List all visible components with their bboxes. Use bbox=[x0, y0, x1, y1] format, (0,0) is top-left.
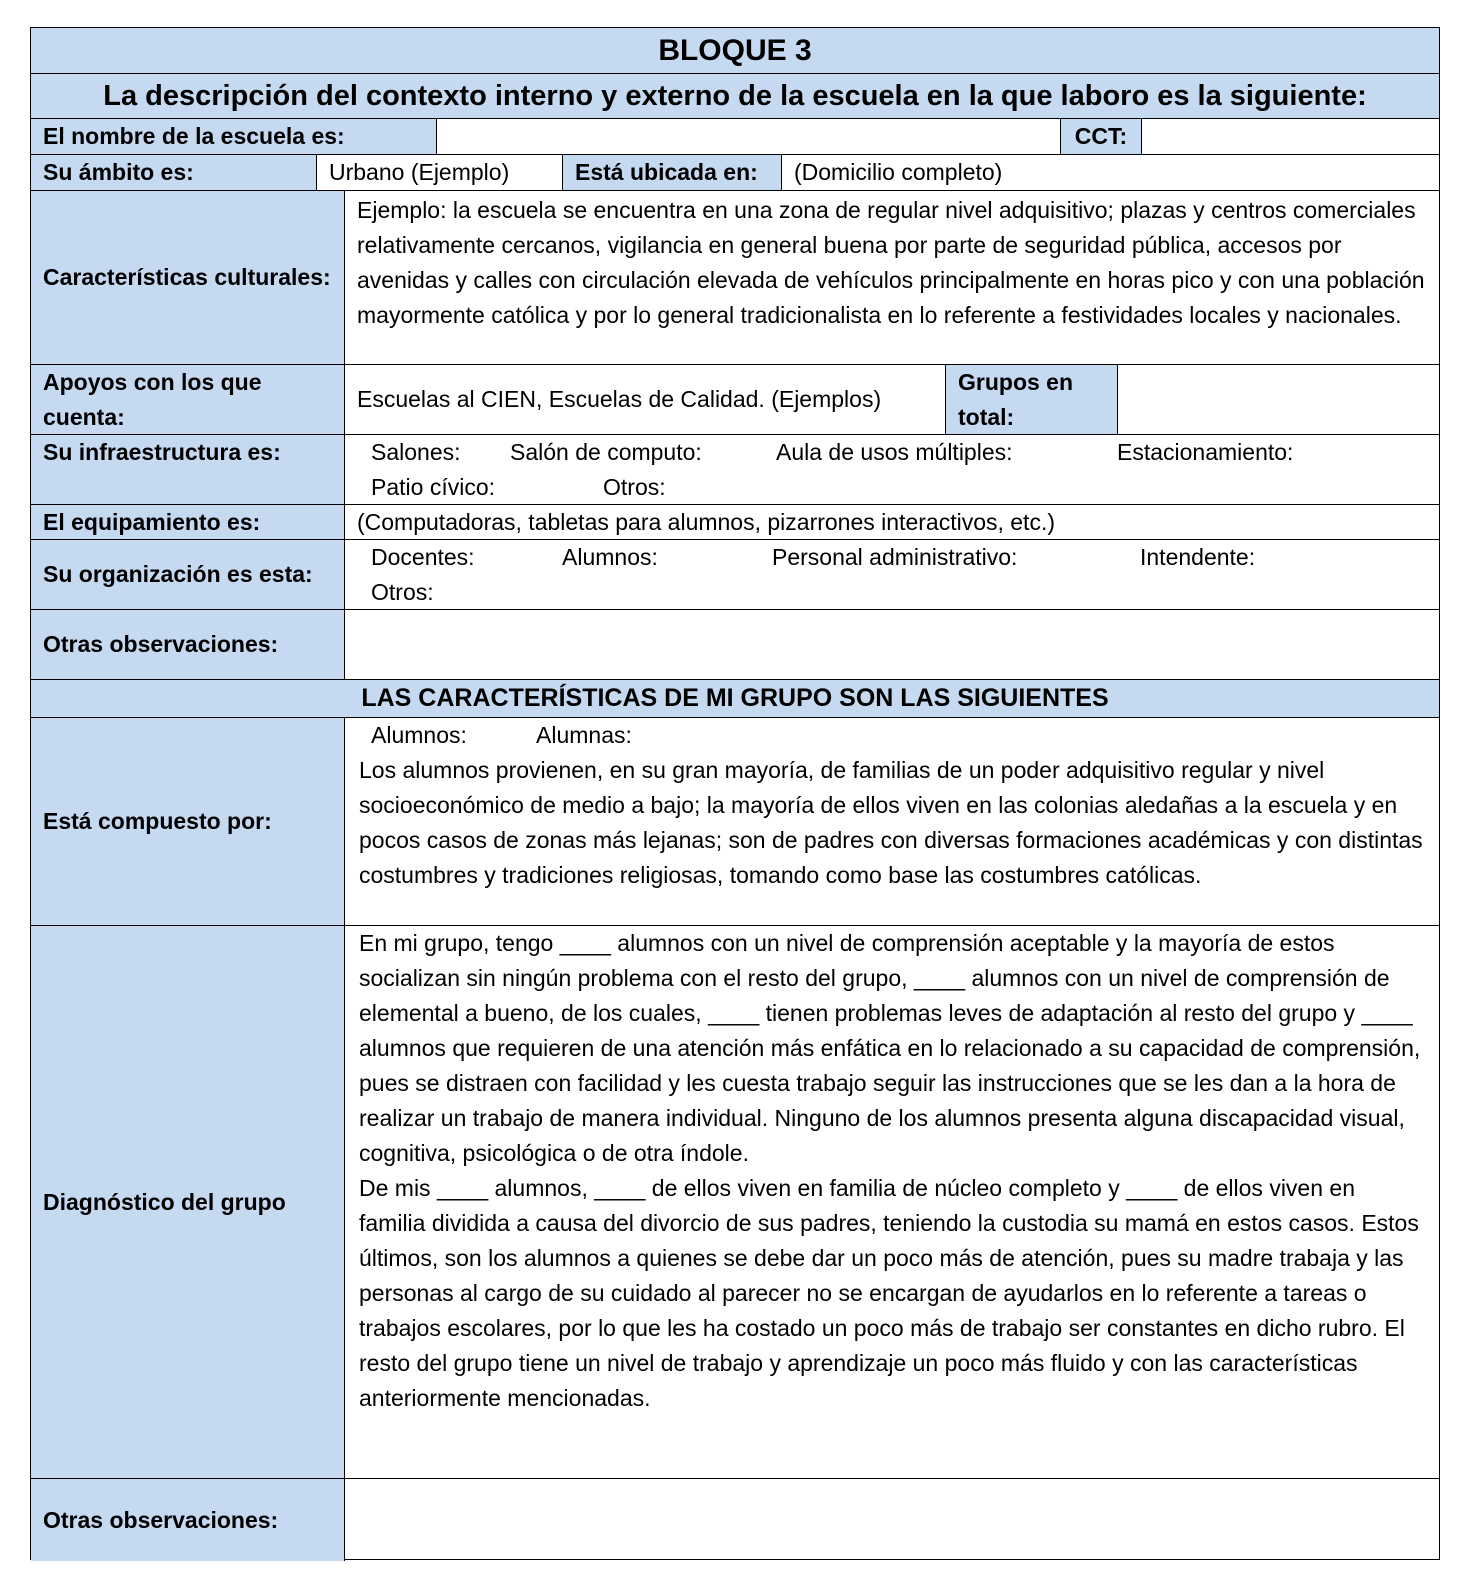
observations1-row bbox=[31, 609, 1439, 679]
equipment-row bbox=[31, 504, 1439, 539]
composition-alumnos-label: Alumnos: bbox=[371, 722, 467, 748]
org-intendente: Intendente: bbox=[1140, 544, 1256, 570]
infrastructure-fields[interactable] bbox=[344, 435, 1439, 504]
observations2-row bbox=[31, 1478, 1439, 1561]
form-sheet bbox=[30, 27, 1440, 1560]
infra-salon-computo: Salón de computo: bbox=[510, 439, 702, 465]
org-personal-admin: Personal administrativo: bbox=[772, 544, 1018, 570]
equipment-value[interactable]: (Computadoras, tabletas para alumnos, pizarrones interactivos, etc.) bbox=[344, 505, 1439, 539]
organization-fields[interactable] bbox=[344, 540, 1439, 609]
group-header: LAS CARACTERÍSTICAS DE MI GRUPO SON LAS SIGUIENTES bbox=[31, 680, 1439, 717]
diagnosis-paragraph-2: De mis ____ alumnos, ____ de ellos viven en familia de núcleo completo y ____ de ellos viven en familia dividida a causa del divorcio de sus padres, teniendo la custodia su mamá en estos casos. Estos últimos, son los alumnos a quienes se debe dar un poco más de atención, pues su madre trabaja y las personas al cargo de su cuidado al parecer no se encargan de ayudarlos en lo referente a tareas o trabajos escolares, por lo que les ha costado un poco más de trabajo ser constantes en dicho rubro. El resto del grupo tiene un nivel de trabajo y aprendizaje un poco más fluido y con las características anteriormente mencionadas. bbox=[359, 1175, 1419, 1411]
infra-otros: Otros: bbox=[603, 474, 666, 500]
ambit-row bbox=[31, 154, 1439, 190]
diagnosis-row bbox=[31, 925, 1439, 1478]
cct-label: CCT: bbox=[1060, 119, 1141, 154]
infra-patio-civico: Patio cívico: bbox=[371, 474, 495, 500]
observations2-field[interactable] bbox=[344, 1479, 1439, 1561]
block-title-row bbox=[31, 28, 1439, 73]
cultural-text-cell[interactable] bbox=[344, 191, 1439, 364]
composition-alumnas-label: Alumnas: bbox=[536, 722, 632, 748]
supports-label: Apoyos con los que cuenta: bbox=[31, 365, 344, 434]
supports-value[interactable]: Escuelas al CIEN, Escuelas de Calidad. (Ejemplos) bbox=[344, 365, 945, 434]
cultural-row bbox=[31, 190, 1439, 364]
groups-total-field[interactable] bbox=[1117, 365, 1439, 434]
subtitle-row bbox=[31, 73, 1439, 118]
cultural-text: Ejemplo: la escuela se encuentra en una zona de regular nivel adquisitivo; plazas y centros comerciales relativamente cercanos, vigilancia en general buena por parte de seguridad pública, accesos por avenidas y calles con circulación elevada de vehículos principalmente en horas pico y con una población mayormente católica y por lo general tradicionalista en lo referente a festividades locales y nacionales. bbox=[357, 197, 1425, 328]
group-header-row bbox=[31, 679, 1439, 717]
block-title: BLOQUE 3 bbox=[31, 28, 1439, 73]
school-name-row bbox=[31, 118, 1439, 154]
diagnosis-cell[interactable] bbox=[344, 926, 1439, 1478]
organization-row bbox=[31, 539, 1439, 609]
location-label: Está ubicada en: bbox=[562, 155, 781, 190]
cultural-label: Características culturales: bbox=[31, 191, 344, 364]
equipment-label: El equipamiento es: bbox=[31, 505, 344, 539]
diagnosis-paragraph-1: En mi grupo, tengo ____ alumnos con un nivel de comprensión aceptable y la mayoría de estos socializan sin ningún problema con el resto del grupo, ____ alumnos con un nivel de comprensión de elemental a bueno, de los cuales, ____ tienen problemas leves de adaptación al resto del grupo y ____ alumnos que requieren de una atención más enfática en lo relacionado a su capacidad de comprensión, pues se distraen con facilidad y les cuesta trabajo seguir las instrucciones que se les dan a la hora de realizar un trabajo de manera individual. Ninguno de los alumnos presenta alguna discapacidad visual, cognitiva, psicológica o de otra índole. bbox=[359, 930, 1421, 1166]
organization-label: Su organización es esta: bbox=[31, 540, 344, 609]
school-name-field[interactable] bbox=[436, 119, 1060, 154]
infra-estacionamiento: Estacionamiento: bbox=[1117, 439, 1294, 465]
cct-field[interactable] bbox=[1141, 119, 1439, 154]
supports-row bbox=[31, 364, 1439, 434]
composition-cell[interactable] bbox=[344, 718, 1439, 925]
infrastructure-label: Su infraestructura es: bbox=[31, 435, 344, 504]
infrastructure-row bbox=[31, 434, 1439, 504]
location-value[interactable]: (Domicilio completo) bbox=[781, 155, 1439, 190]
infra-aula-usos: Aula de usos múltiples: bbox=[776, 439, 1013, 465]
observations1-label: Otras observaciones: bbox=[31, 610, 344, 679]
composition-label: Está compuesto por: bbox=[31, 718, 344, 925]
diagnosis-label: Diagnóstico del grupo bbox=[31, 926, 344, 1478]
observations1-field[interactable] bbox=[344, 610, 1439, 679]
composition-row bbox=[31, 717, 1439, 925]
infra-salones: Salones: bbox=[371, 439, 461, 465]
org-alumnos: Alumnos: bbox=[562, 544, 658, 570]
ambit-label: Su ámbito es: bbox=[31, 155, 316, 190]
org-otros: Otros: bbox=[371, 579, 434, 605]
groups-total-label: Grupos en total: bbox=[945, 365, 1117, 434]
observations2-label: Otras observaciones: bbox=[31, 1479, 344, 1561]
school-name-label: El nombre de la escuela es: bbox=[31, 119, 436, 154]
section-subtitle: La descripción del contexto interno y externo de la escuela en la que laboro es la siguiente: bbox=[31, 74, 1439, 118]
composition-text: Los alumnos provienen, en su gran mayoría, de familias de un poder adquisitivo regular y nivel socioeconómico de medio a bajo; la mayoría de ellos viven en las colonias aledañas a la escuela y en pocos casos de zonas más lejanas; son de padres con diversas formaciones académicas y con distintas costumbres y tradiciones religiosas, tomando como base las costumbres católicas. bbox=[359, 757, 1423, 888]
ambit-value[interactable]: Urbano (Ejemplo) bbox=[316, 155, 562, 190]
org-docentes: Docentes: bbox=[371, 544, 475, 570]
